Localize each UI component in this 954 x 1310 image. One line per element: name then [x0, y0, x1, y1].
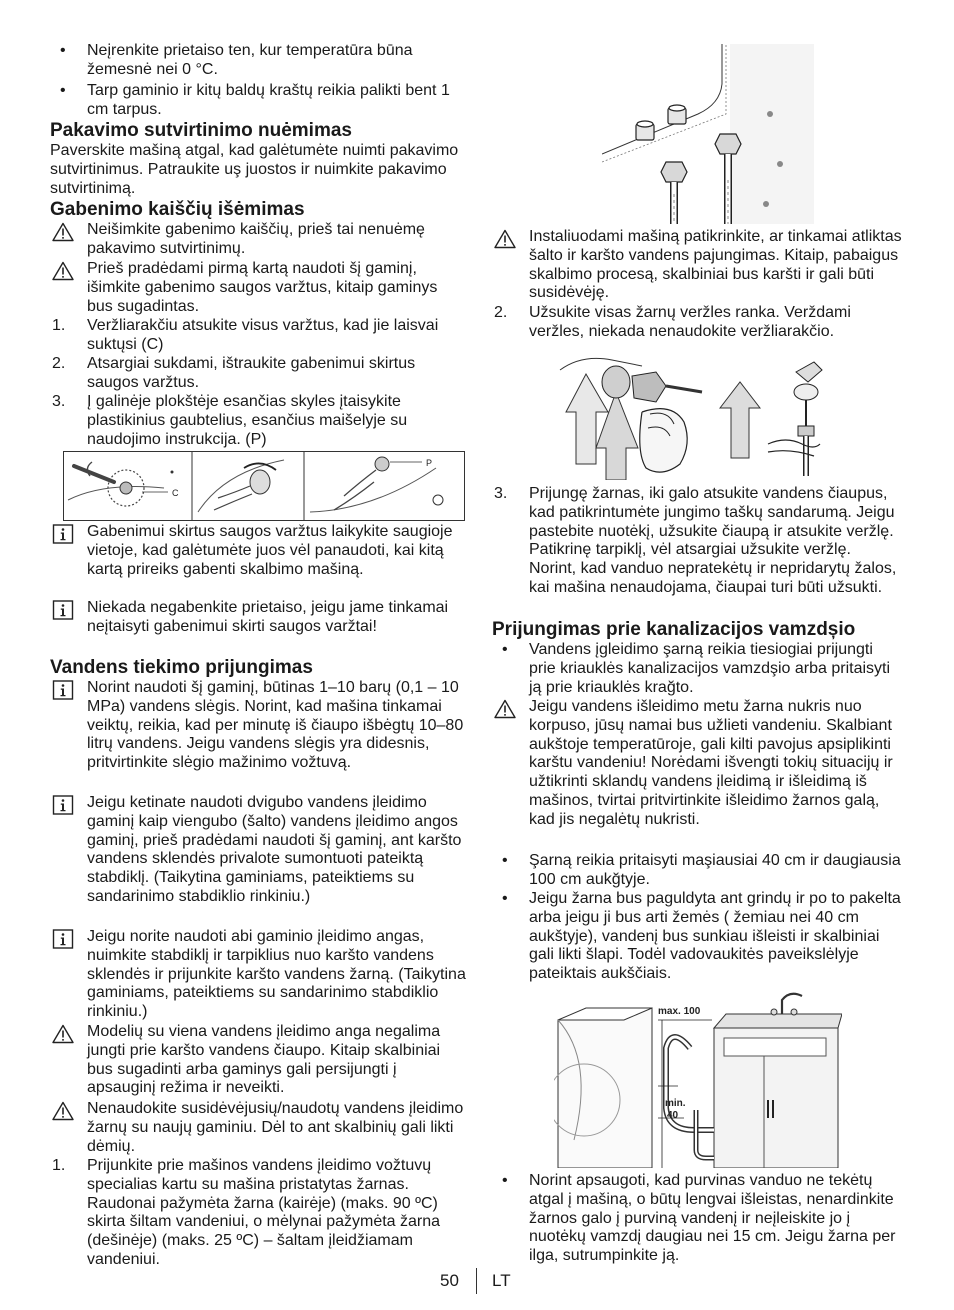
- step-number: 3.: [52, 393, 66, 410]
- heading-drain-connection: Prijungimas prie kanalizacijos vamzdșio: [492, 619, 856, 640]
- warning-text: Modelių su viena vandens įleidimo anga negalima jungti prie karšto vandens čiaupo. Kitaip skalbiniai bus sugadinti arba gaminys gali persijungti į apsauginį režima ir neveikti.: [87, 1023, 441, 1097]
- info-icon: [52, 524, 74, 544]
- footer-divider: [476, 1268, 477, 1294]
- bullet-marker: •: [502, 852, 508, 869]
- info-text: Niekada negabenkite prietaiso, jeigu jame tinkamai neįtaisyti gabenimui skirti saugos varžtai!: [87, 599, 449, 635]
- warning-icon: [52, 222, 74, 242]
- heading-transport-bolts: Gabenimo kaiščių išėmimas: [50, 199, 305, 220]
- bullet-marker: •: [60, 82, 66, 99]
- fig-label-min-value: 40: [667, 1110, 679, 1121]
- page-footer: [0, 1272, 954, 1302]
- step-item: [492, 485, 902, 598]
- info-text: Jeigu norite naudoti abi gaminio įleidimo angas, nuimkite stabdiklį ir tarpiklius nuo karšto vandens sklendės ir prijunkite karšto vandens žarną. (Taikytina gaminiams, pateiktiems su sandarinimo stabdiklio rinkiniu.): [87, 928, 466, 1021]
- step-item: [492, 304, 902, 342]
- warning-note: [492, 698, 902, 830]
- water-inlet-figure: [602, 44, 814, 224]
- step-item: [50, 317, 466, 355]
- bolt-removal-figure: [63, 451, 465, 521]
- paragraph-packaging: Paverskite mašiną atgal, kad galėtumėte nuimti pakavimo sutvirtinimus. Patraukite uş juostos ir nuimkite pakavimo sutvirtinimą.: [50, 142, 459, 197]
- bullet-text: Şarną reikia pritaisyti maşiausiai 40 cm ir daugiausia 100 cm aukğtyje.: [529, 852, 901, 888]
- info-icon: [52, 600, 74, 620]
- heading-water-supply: Vandens tiekimo prijungimas: [50, 657, 313, 678]
- step-number: 1.: [52, 1157, 66, 1174]
- step-text: Prijungę žarnas, iki galo atsukite vandens čiaupus, kad patikrintumėte jungimo taškų sandarumą. Jeigu pastebite nuotėkį, užsukite čiaupą ir atsukite veržlę. Patikrinę tarpiklį, vėl atsargiai užsukite veržlę. Norint, kad vanduo nepratekėtų ir nepridarytų žalos, kai mašina nenaudojama, čiaupai turi būti užsukti.: [529, 485, 897, 596]
- step-number: 3.: [494, 485, 508, 502]
- bullet-item: [50, 82, 466, 120]
- language-code: LT: [492, 1271, 511, 1290]
- bullet-item: [492, 890, 902, 984]
- step-item: [50, 393, 466, 449]
- info-text: Norint naudoti šį gaminį, būtinas 1–10 barų (0,1 – 10 MPa) vandens slėgis. Norint, kad mašina tinkamai veiktų, reikia, kad per minutę iš čiaupo išbėgtų 10–80 litrų vandens. Jeigu vandens slėgis yra didesnis, pritvirtinkite slėgio mažinimo vožtuvą.: [87, 679, 464, 772]
- warning-note: [50, 260, 466, 316]
- bullet-text: Vandens įgleidimo şarną reikia tiesiogiai prijungti prie kriauklės kanalizacijos vamzdşio arba pritaisyti ją prie kriauklės krağto.: [529, 641, 891, 696]
- bullet-text: Neįrenkite prietaiso ten, kur temperatūra būna žemesnė nei 0 °C.: [87, 42, 413, 78]
- warning-icon: [52, 261, 74, 281]
- bullet-item: [50, 42, 466, 80]
- step-text: Užsukite visas žarnų veržles ranka. Verždami veržles, niekada nenaudokite veržliarakčio.: [529, 304, 851, 340]
- warning-note: [50, 221, 466, 259]
- info-note: [50, 679, 466, 773]
- warning-icon: [52, 1101, 74, 1121]
- info-note: [50, 794, 466, 907]
- bullet-marker: •: [502, 890, 508, 907]
- warning-icon: [494, 699, 516, 719]
- bullet-marker: •: [502, 1172, 508, 1189]
- step-number: 1.: [52, 317, 66, 334]
- bullet-marker: •: [502, 641, 508, 658]
- step-number: 2.: [52, 355, 66, 372]
- step-number: 2.: [494, 304, 508, 321]
- warning-icon: [52, 1024, 74, 1044]
- info-note: [50, 599, 466, 637]
- bullet-text: Jeigu žarna bus paguldyta ant grindų ir po to pakelta arba jeigu ji bus arti žemės ( žemiau nei 40 cm aukštyje), vandenį bus sunkiau išleisti ir skalbiniai gali likti šlapi. Todėl vadovaukitės paveikslėlyje pateiktais aukščiais.: [529, 890, 901, 983]
- step-text: Veržliarakčiu atsukite visus varžtus, kad jie laisvai suktųsi (C): [87, 317, 439, 353]
- heading-packaging: Pakavimo sutvirtinimo nuėmimas: [50, 120, 352, 141]
- bullet-text: Tarp gaminio ir kitų baldų kraštų reikia palikti bent 1 cm tarpus.: [87, 82, 450, 118]
- fig-label-min: min.: [665, 1098, 686, 1109]
- bullet-item: [492, 852, 902, 890]
- info-icon: [52, 929, 74, 949]
- warning-icon: [494, 229, 516, 249]
- info-text: Jeigu ketinate naudoti dvigubo vandens įleidimo gaminį kaip viengubo (šalto) vandens įleidimo angos gaminį, prieš pradėdami naudoti šį gaminį, ant karšto vandens sklendės privalote sumontuoti pateiktą stabdiklį. (Taikytina gaminiams, pateiktiems su sandarinimo stabdiklio rinkiniu.): [87, 794, 462, 905]
- hose-tightening-figure: [552, 352, 838, 480]
- fig-label-p: P: [426, 458, 433, 468]
- fig-label-c: C: [172, 488, 179, 498]
- bullet-item: [492, 641, 902, 697]
- warning-text: Instaliuodami mašiną patikrinkite, ar tinkamai atliktas šalto ir karšto vandens pajungimas. Kitaip, pabaigus skalbimo procesą, skalbiniai bus karšti ir gali būti susidėvėję.: [529, 228, 902, 302]
- info-note: [50, 928, 466, 1022]
- info-icon: [52, 795, 74, 815]
- warning-text: Neišimkite gabenimo kaiščių, prieš tai nenuėmę pakavimo sutvirtinimų.: [87, 221, 425, 257]
- warning-text: Jeigu vandens išleidimo metu žarna nukris nuo korpuso, jūsų namai bus užlieti vandeniu. Skalbiant aukštoje temperatūroje, gali kilti pavojus apsiplikinti karštu vandeniu! Norėdami išvengti tokių situacijų ir užtikrinti sklandų vandens įleidimą ir išleidimą iš mašinos, tvirtai pritvirtinkite išleidimo žarnos galą, kad jis negalėtų nukristi.: [529, 698, 893, 828]
- warning-note: [50, 1100, 466, 1156]
- step-item: [50, 1157, 466, 1270]
- step-text: Prijunkite prie mašinos vandens įleidimo vožtuvų specialias kartu su mašina pristatytas žarnas. Raudonai pažymėta žarna (kairėje) (maks. 90 ºC) skirta šiltam vandeniui, o mėlynai pažymėta žarna (dešinėje) (maks. 25 ºC) – šaltam įleidžiamam vandeniui.: [87, 1157, 441, 1268]
- step-text: Atsargiai sukdami, ištraukite gabenimui skirtus saugos varžtus.: [87, 355, 416, 391]
- bullet-text: Norint apsaugoti, kad purvinas vanduo ne tekėtų atgal į mašiną, o būtų lengvai išleistas, nenardinkite žarnos galo į purviną vandenį ir neįleiskite jo į nuotėkų vamzdį daugiau nei 15 cm. Jeigu žarna per ilga, sutrumpinkite ją.: [529, 1172, 896, 1265]
- info-icon: [52, 680, 74, 700]
- bullet-item: [492, 1172, 902, 1266]
- bullet-marker: •: [60, 42, 66, 59]
- warning-text: Nenaudokite susidėvėjusių/naudotų vandens įleidimo žarnų su naujų gaminiu. Dėl to ant skalbinių gali likti dėmių.: [87, 1100, 464, 1155]
- step-text: Į galinėje plokštėje esančias skyles įtaisykite plastikinius gaubtelius, esančius maišelyje su naudojimo instrukcija. (P): [87, 393, 408, 448]
- page-number: 50: [440, 1271, 459, 1290]
- info-text: Gabenimui skirtus saugos varžtus laikykite saugioje vietoje, kad galėtumėte juos vėl panaudoti, kai kitą kartą prireiks gabenti skalbimo mašiną.: [87, 523, 453, 578]
- warning-note: [492, 228, 902, 303]
- drain-height-figure: [554, 990, 842, 1168]
- warning-note: [50, 1023, 466, 1098]
- warning-text: Prieš pradėdami pirmą kartą naudoti šį gaminį, išimkite gabenimo saugos varžtus, kitaip gaminys bus sugadintas.: [87, 260, 438, 315]
- info-note: [50, 523, 466, 579]
- fig-label-max: max. 100: [658, 1006, 701, 1017]
- step-item: [50, 355, 466, 393]
